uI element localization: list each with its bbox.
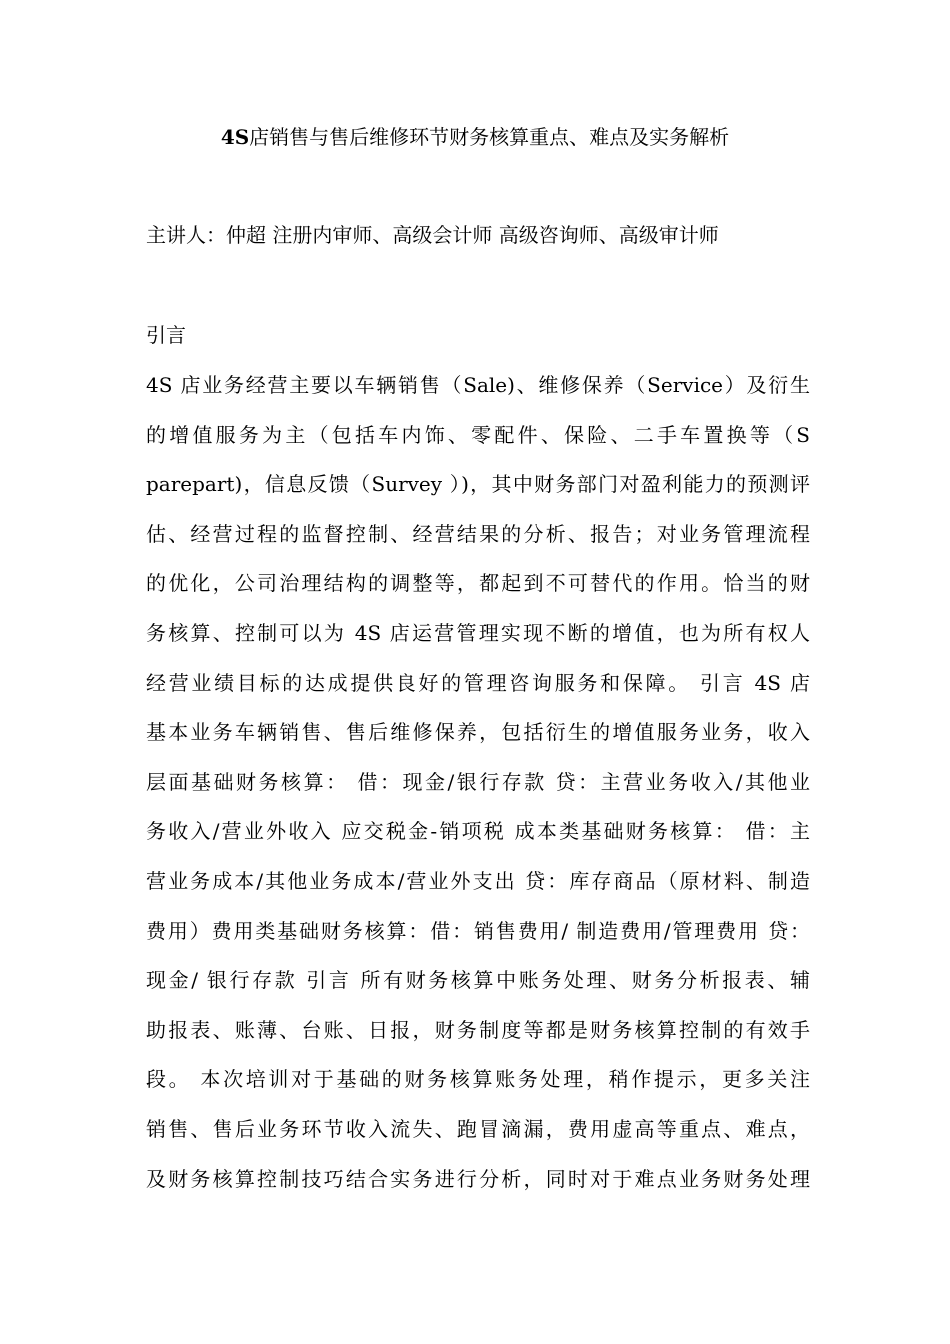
body-line: 的增值服务为主（包括车内饰、零配件、保险、二手车置换等（S [146,422,810,447]
body-line: 助报表、账薄、台账、日报，财务制度等都是财务核算控制的有效手 [146,1017,810,1042]
document-title [0,122,950,152]
body-line: parepart)，信息反馈（Survey ）)，其中财务部门对盈利能力的预测评 [146,472,810,497]
body-line: 的优化，公司治理结构的调整等，都起到不可替代的作用。恰当的财 [146,571,810,596]
section-heading: 引言 [146,323,186,347]
body-paragraph [146,370,810,1213]
document-title-text: 店销售与售后维修环节财务核算重点、难点及实务解析 [249,125,730,149]
body-line: 费用）费用类基础财务核算：借：销售费用/ 制造费用/管理费用 贷： [146,918,810,943]
body-line: 及财务核算控制技巧结合实务进行分析，同时对于难点业务财务处理 [146,1166,810,1191]
body-line: 务收入/营业外收入 应交税金-销项税 成本类基础财务核算： 借：主 [146,819,810,844]
body-line: 销售、售后业务环节收入流失、跑冒滴漏，费用虚高等重点、难点， [146,1116,810,1141]
body-line: 经营业绩目标的达成提供良好的管理咨询服务和保障。 引言 4S 店 [146,670,810,695]
body-line: 营业务成本/其他业务成本/营业外支出 贷：库存商品（原材料、制造 [146,868,810,893]
body-line: 基本业务车辆销售、售后维修保养，包括衍生的增值服务业务，收入 [146,720,810,745]
body-line: 估、经营过程的监督控制、经营结果的分析、报告；对业务管理流程 [146,521,810,546]
body-line: 层面基础财务核算： 借：现金/银行存款 贷：主营业务收入/其他业 [146,769,810,794]
document-title-prefix: 4S [220,125,250,149]
speaker-line: 主讲人：仲超 注册内审师、高级会计师 高级咨询师、高级审计师 [146,223,719,247]
body-line: 务核算、控制可以为 4S 店运营管理实现不断的增值，也为所有权人 [146,620,810,645]
body-line: 段。 本次培训对于基础的财务核算账务处理，稍作提示，更多关注 [146,1067,810,1092]
body-line: 现金/ 银行存款 引言 所有财务核算中账务处理、财务分析报表、辅 [146,968,810,993]
body-line: 4S 店业务经营主要以车辆销售（Sale)、维修保养（Service）及衍生 [146,373,810,397]
